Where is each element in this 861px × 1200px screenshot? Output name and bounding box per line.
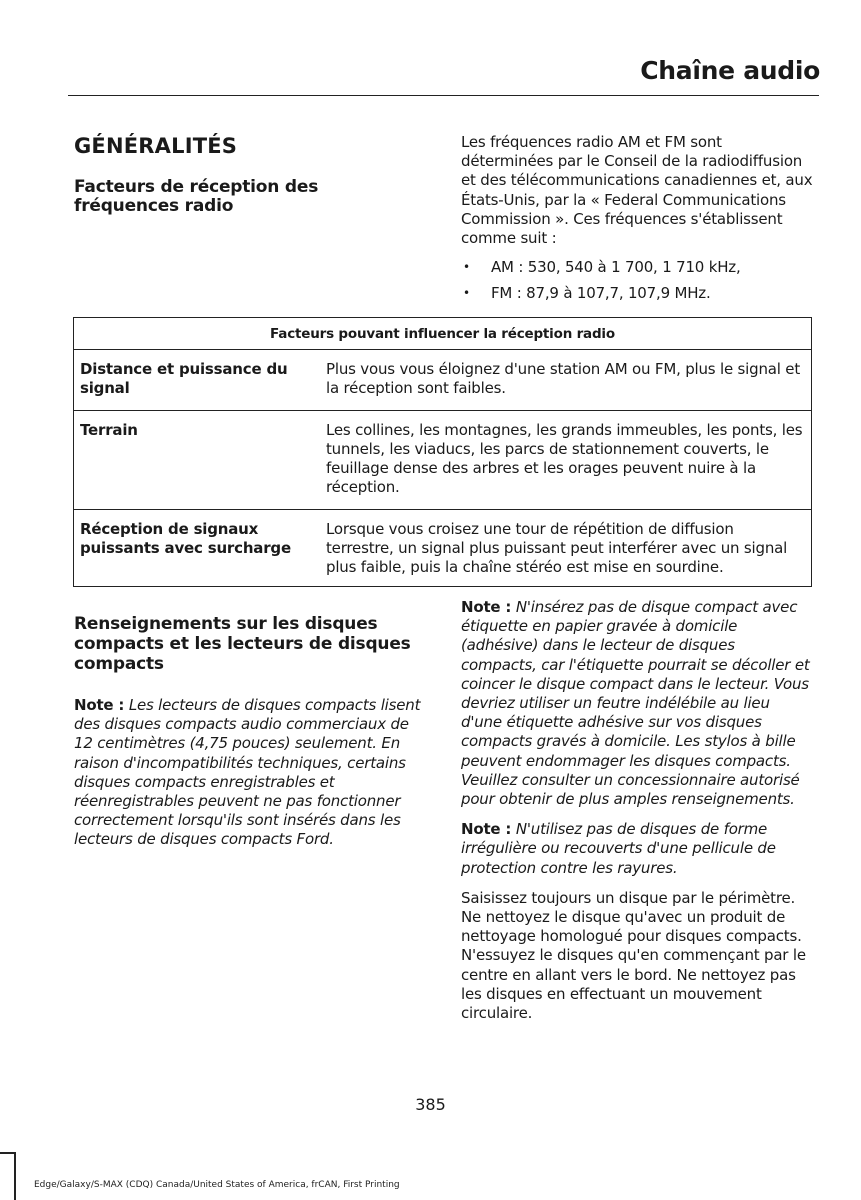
cd-subheading: Renseignements sur les disques compacts et les lecteurs de disques compacts [74,614,411,674]
frequency-list [461,258,813,303]
table-value: Plus vous vous éloignez d'une station AM ou FM, plus le signal et la réception sont faibles. [320,350,812,411]
table-header: Facteurs pouvant influencer la réception radio [74,318,812,350]
table-value: Les collines, les montagnes, les grands immeubles, les ponts, les tunnels, les viaducs, les parcs de stationnement couverts, le feuillage dense des arbres et les orages peuvent nuire à la réception. [320,411,812,510]
note-text: N'insérez pas de disque compact avec étiquette en papier gravée à domicile (adhésive) dans le lecteur de disques compacts, car l'étiquette pourrait se décoller et coincer le disque compact dans le lecteur. Vous devriez utiliser un feutre indélébile au lieu d'une étiquette adhésive sur vos disques compacts gravés à domicile. Les stylos à bille peuvent endommager les disques compacts. Veuillez consulter un concessionnaire autorisé pour obtenir de plus amples renseignements. [461,598,810,809]
page-title: Chaîne audio [640,56,820,85]
note-label: Note : [461,820,512,839]
cd-handling-paragraph: Saisissez toujours un disque par le périmètre. Ne nettoyez le disque qu'avec un produit de nettoyage homologué pour disques compacts. N'essuyez le disques qu'en commençant par le centre en allant vers le bord. Ne nettoyez pas les disques en effectuant un mouvement circulaire. [461,888,806,1023]
cd-shape-note [461,820,813,878]
table-key: Distance et puissance du signal [74,350,321,411]
header-divider [68,95,819,96]
note-label: Note : [74,696,125,714]
table-key: Terrain [74,411,321,510]
crop-mark [0,1152,14,1154]
reception-factors-table [73,317,812,587]
note-label: Note : [461,598,512,616]
section-heading: GÉNÉRALITÉS [74,134,238,158]
list-item: • FM : 87,9 à 107,7, 107,9 MHz. [461,284,813,303]
table-row [74,411,812,510]
footer-text: Edge/Galaxy/S-MAX (CDQ) Canada/United States of America, frCAN, First Printing [34,1180,400,1190]
cd-label-note [461,598,813,809]
frequency-paragraph: Les fréquences radio AM et FM sont déterminées par le Conseil de la radiodiffusion et des télécommunications canadiennes et, aux États-Unis, par la « Federal Communications Commission ». Ces fréquences s'établissent comme suit : [461,133,813,248]
table-key: Réception de signaux puissants avec surcharge [74,510,321,587]
note-text: N'utilisez pas de disques de forme irrégulière ou recouverts d'une pellicule de protection contre les rayures. [461,820,776,877]
table-row [74,350,812,411]
cd-info-section [74,614,426,850]
crop-mark [14,1152,16,1200]
note-text: Les lecteurs de disques compacts lisent des disques compacts audio commerciaux de 12 centimètres (4,75 pouces) seulement. En raison d'incompatibilités techniques, certains disques compacts enregistrables et réenregistrables peuvent ne pas fonctionner correctement lorsqu'ils sont insérés dans les lecteurs de disques compacts Ford. [74,696,421,849]
table-row [74,510,812,587]
general-section [74,134,426,216]
table-value: Lorsque vous croisez une tour de répétition de diffusion terrestre, un signal plus puissant peut interférer avec un signal plus faible, puis la chaîne stéréo est mise en sourdine. [320,510,812,587]
page-number: 385 [415,1095,446,1114]
cd-care-section [461,598,813,1023]
cd-note [74,696,426,850]
list-item: • AM : 530, 540 à 1 700, 1 710 kHz, [461,258,813,277]
frequency-section [461,133,813,311]
radio-reception-subheading: Facteurs de réception des fréquences radio [74,177,319,216]
